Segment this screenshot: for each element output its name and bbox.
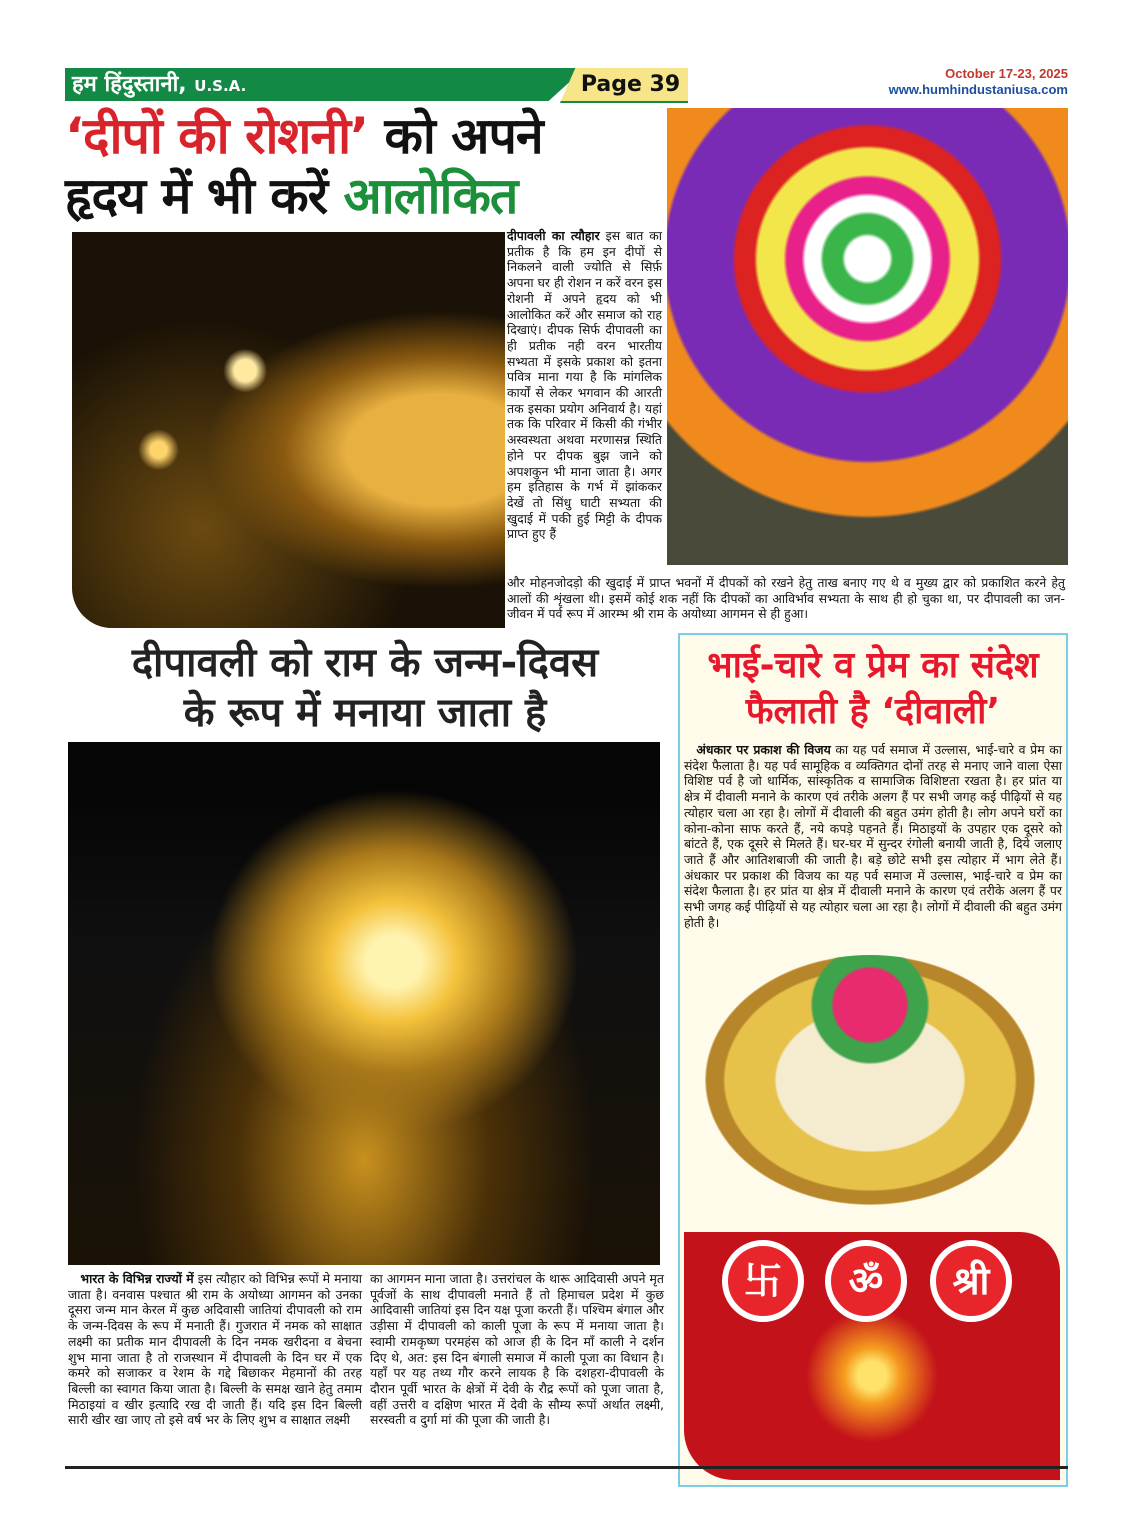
article2-lead: भारत के विभिन्न राज्यों में [80,1271,194,1286]
golden-temple-photo [68,742,660,1265]
article1-continuation: और मोहनजोदड़ो की खुदाई में प्राप्त भवनों में दीपकों को रखने हेतु ताख बनाए गए थे व मुख्य द्वार को प्रकाशित करने हेतु आलों की शृंखला थी। इसमें कोई शक नहीं कि दीपकों का आविर्भाव सभ्यता के साथ ही हो चुका था, पर दीपावली का जन-जीवन में पर्व रूप में आरम्भ श्री राम के अयोध्या आगमन से ही हुआ। [507,575,1065,622]
sweets-platter-photo [705,955,1035,1205]
article1-text: इस बात का प्रतीक है कि हम इन दीपों से निकलने वाली ज्योति से सिर्फ़ अपना घर ही रोशन न करें वरन इस रोशनी में अपने हृदय को भी आलोकित करें और समाज को राह दिखाएं। दीपक सिर्फ दीपावली का ही प्रतीक नही वरन भारतीय सभ्यता में इसके प्रकाश को इतना पवित्र माना गया है कि मांगलिक कार्यों से लेकर भगवान की आरती तक इसका प्रयोग अनिवार्य है। यहां तक कि परिवार में किसी की गंभीर अस्वस्थता अथवा मरणासन्न स्थिति होने पर दीपक बुझ जाने को अपशकुन भी माना जाता है। अगर हम इतिहास के गर्भ में झांककर देखें तो सिंधु घाटी सभ्यता की खुदाई में पकी हुई मिट्टी के दीपक प्राप्त हुए हैं [507,228,662,542]
article1-body [507,228,662,542]
article3-headline [680,643,1066,735]
paper-suffix: U.S.A. [194,77,247,95]
paper-name-text: हम हिंदुस्तानी, [72,72,187,97]
diya-lighting-photo [72,232,505,628]
page-number: Page 39 [580,72,681,97]
article3-text: का यह पर्व समाज में उल्लास, भाई-चारे व प्रेम का संदेश फैलाता है। यह पर्व सामूहिक व व्यक्तिगत दोनों तरह से मनाए जाने वाला ऐसा विशिष्ट पर्व है जो धार्मिक, सांस्कृतिक व सामाजिक विशिष्टता रखता है। हर प्रांत या क्षेत्र में दीवाली मनाने के कारण एवं तरीके अलग हैं पर सभी जगह कई पीढ़ियों से यह त्योहार चला आ रहा है। लोगों में दीवाली की बहुत उमंग होती है। लोग अपने घरों का कोना-कोना साफ करते हैं, नये कपड़े पहनते हैं। मिठाइयों के उपहार एक दूसरे को बांटते हैं, एक दूसरे से मिलते हैं। घर-घर में सुन्दर रंगोली बनायी जाती है, दिये जलाए जाते हैं और आतिशबाजी की जाती है। बड़े छोटे सभी इस त्योहार में भाग लेते हैं। अंधकार पर प्रकाश की विजय का यह पर्व समाज में उल्लास, भाई-चारे व प्रेम का संदेश फैलाता है। हर प्रांत या क्षेत्र में दीवाली मनाने के कारण एवं तरीके अलग हैं पर सभी जगह कई पीढ़ियों से यह त्योहार चला आ रहा है। लोगों में दीवाली की बहुत उमंग होती है। [684,742,1062,930]
rangoli-photo [667,108,1068,565]
bottom-rule [65,1466,1068,1469]
headline3-line1: भाई-चारे व प्रेम का संदेश [707,645,1039,686]
article1-lead: दीपावली का त्यौहार [507,228,600,243]
article3-lead: अंधकार पर प्रकाश की विजय [696,742,831,757]
headline-line2: हृदय में भी करें [65,167,328,225]
shri-icon: श्री [930,1240,1012,1322]
website-link[interactable]: www.humhindustaniusa.com [888,82,1068,97]
issue-date: October 17-23, 2025 [945,66,1068,81]
article2-headline [65,638,665,738]
headline-accent: आलोकित [343,167,518,225]
headline-quote: ‘दीपों की रोशनी’ [65,107,369,165]
om-icon: ॐ [825,1240,907,1322]
headline2-line1: दीपावली को राम के जन्म-दिवस [131,640,599,686]
paper-name [72,70,246,101]
article1-headline [65,106,665,226]
article2-text1: इस त्यौहार को विभिन्न रूपों मे मनाया जाता है। वनवास पश्चात श्री राम के अयोध्या आगमन को उनका दूसरा जन्म मान केरल में कुछ अदिवासी जातियां दीपावली को राम के जन्म-दिवस के रूप में मनाती हैं। गुजरात में नमक को साक्षात लक्ष्मी का प्रतीक मान दीपावली के दिन नमक खरीदना व बेचना शुभ माना जाता है तो राजस्थान में दीपावली के दिन घर में एक कमरे को सजाकर व रेशम के गद्दे बिछाकर मेहमानों की तरह बिल्ली का स्वागत किया जाता है। बिल्ली के समक्ष खाने हेतु तमाम मिठाइयां व खीर इत्यादि रख दी जाती हैं। यदि इस दिन बिल्ली सारी खीर खा जाए तो इसे वर्ष भर के लिए शुभ व साक्षात लक्ष्मी [68,1271,362,1428]
article2-column1 [68,1271,362,1428]
article2-column2: का आगमन माना जाता है। उत्तरांचल के थारू आदिवासी अपने मृत पूर्वजों के साथ दीपावली मनाते हैं तो हिमाचल प्रदेश में कुछ आदिवासी जातियां इस दिन यक्ष पूजा करती हैं। पश्चिम बंगाल और उड़ीसा में दीपावली को काली पूजा के रूप में मनाया जाता है। स्वामी रामकृष्ण परमहंस को आज ही के दिन माँ काली ने दर्शन दिए थे, अत: इस दिन बंगाली समाज में काली पूजा का विधान है। यहाँ पर यह तथ्य गौर करने लायक है कि दशहरा-दीपावली के दौरान पूर्वी भारत के क्षेत्रों में देवी के रौद्र रूपों को पूजा जाता है, वहीं उत्तरी व दक्षिण भारत में देवी के सौम्य रूपों अर्थात लक्ष्मी, सरस्वती व दुर्गा मां की पूजा की जाती है। [370,1271,664,1428]
headline2-line2: के रूप में मनाया जाता है [183,690,547,736]
swastik-icon: 卐 [722,1240,804,1322]
article3-body [684,742,1062,930]
headline3-line2: फैलाती है ‘दीवाली’ [745,691,1001,732]
headline-rest: को अपने [384,107,543,165]
